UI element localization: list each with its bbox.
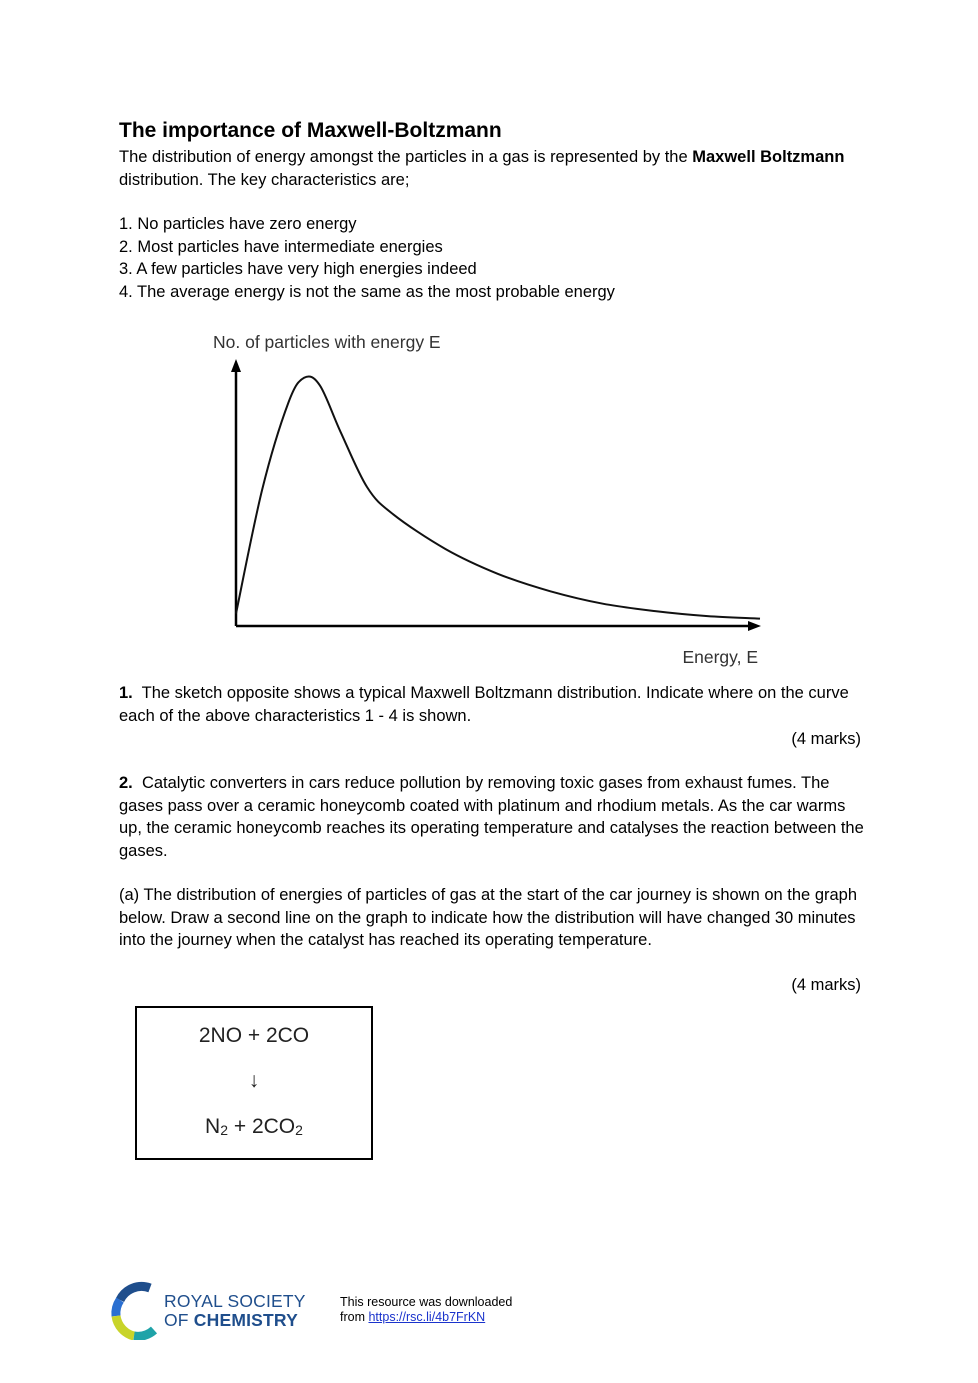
distribution-curve	[236, 376, 760, 618]
footer-line-1: This resource was downloaded	[340, 1295, 513, 1309]
question-2	[119, 772, 864, 862]
question-2-text: Catalytic converters in cars reduce pollution by removing toxic gases from exhaust fumes. The gases pass over a ceramic honeycomb coated with platinum and rhodium metals. As the car warms up, the ceramic honeycomb reaches its operating temperature and catalyses the reaction between the gases.	[119, 774, 864, 860]
reaction-products	[137, 1115, 371, 1139]
list-item: 2. Most particles have intermediate energies	[119, 237, 443, 256]
question-2-number: 2.	[119, 774, 133, 792]
list-item: 1. No particles have zero energy	[119, 215, 357, 233]
reaction-reactants: 2NO + 2CO	[198, 1024, 310, 1047]
question-1	[119, 682, 864, 727]
y-axis-arrowhead	[231, 359, 241, 372]
reaction-arrow: ↓	[248, 1069, 260, 1092]
intro-paragraph	[119, 146, 864, 191]
rsc-logo-wordmark	[164, 1292, 306, 1330]
question-2a: (a) The distribution of energies of particles of gas at the start of the car journey is shown on the graph below. Draw a second line on the graph to indicate how the distribution will have changed 30 minutes into the journey when the catalyst has reached its operating temperature.	[119, 886, 858, 949]
subscript: 2	[220, 1122, 229, 1138]
footer-download-note	[340, 1295, 512, 1325]
x-axis-label: Energy, E	[682, 647, 758, 667]
question-2a-marks: (4 marks)	[791, 976, 861, 994]
product-nitrogen: N	[205, 1115, 221, 1138]
download-link[interactable]: https://rsc.li/4b7FrKN	[368, 1310, 486, 1324]
question-1-marks: (4 marks)	[791, 730, 861, 748]
list-item: 4. The average energy is not the same as the most probable energy	[119, 282, 615, 301]
question-1-number: 1.	[119, 684, 133, 702]
characteristics-list	[119, 213, 615, 303]
maxwell-boltzmann-chart	[200, 325, 780, 675]
subscript: 2	[295, 1122, 303, 1138]
intro-text: The distribution of energy amongst the particles in a gas is represented by the	[119, 148, 693, 166]
logo-line-2-prefix: OF	[164, 1310, 194, 1330]
logo-line-1: ROYAL SOCIETY	[164, 1291, 306, 1311]
y-axis-label: No. of particles with energy E	[213, 332, 441, 352]
list-item: 3. A few particles have very high energies indeed	[119, 260, 477, 278]
product-co2: + 2CO	[228, 1115, 296, 1138]
intro-text-end: distribution. The key characteristics are;	[119, 170, 410, 189]
footer-from: from	[340, 1310, 369, 1324]
reaction-equation-box	[135, 1006, 373, 1160]
logo-line-2-bold: CHEMISTRY	[193, 1310, 298, 1330]
rsc-c-mark-icon	[116, 1286, 154, 1336]
x-axis-arrowhead	[748, 621, 761, 631]
footer-line-2	[340, 1310, 512, 1325]
page-title: The importance of Maxwell-Boltzmann	[119, 119, 502, 142]
logo-line-2	[164, 1311, 306, 1330]
question-1-text: The sketch opposite shows a typical Maxwell Boltzmann distribution. Indicate where on the curve each of the above characteristics 1 - 4 is shown.	[119, 684, 849, 725]
intro-bold-term: Maxwell Boltzmann	[692, 148, 845, 166]
